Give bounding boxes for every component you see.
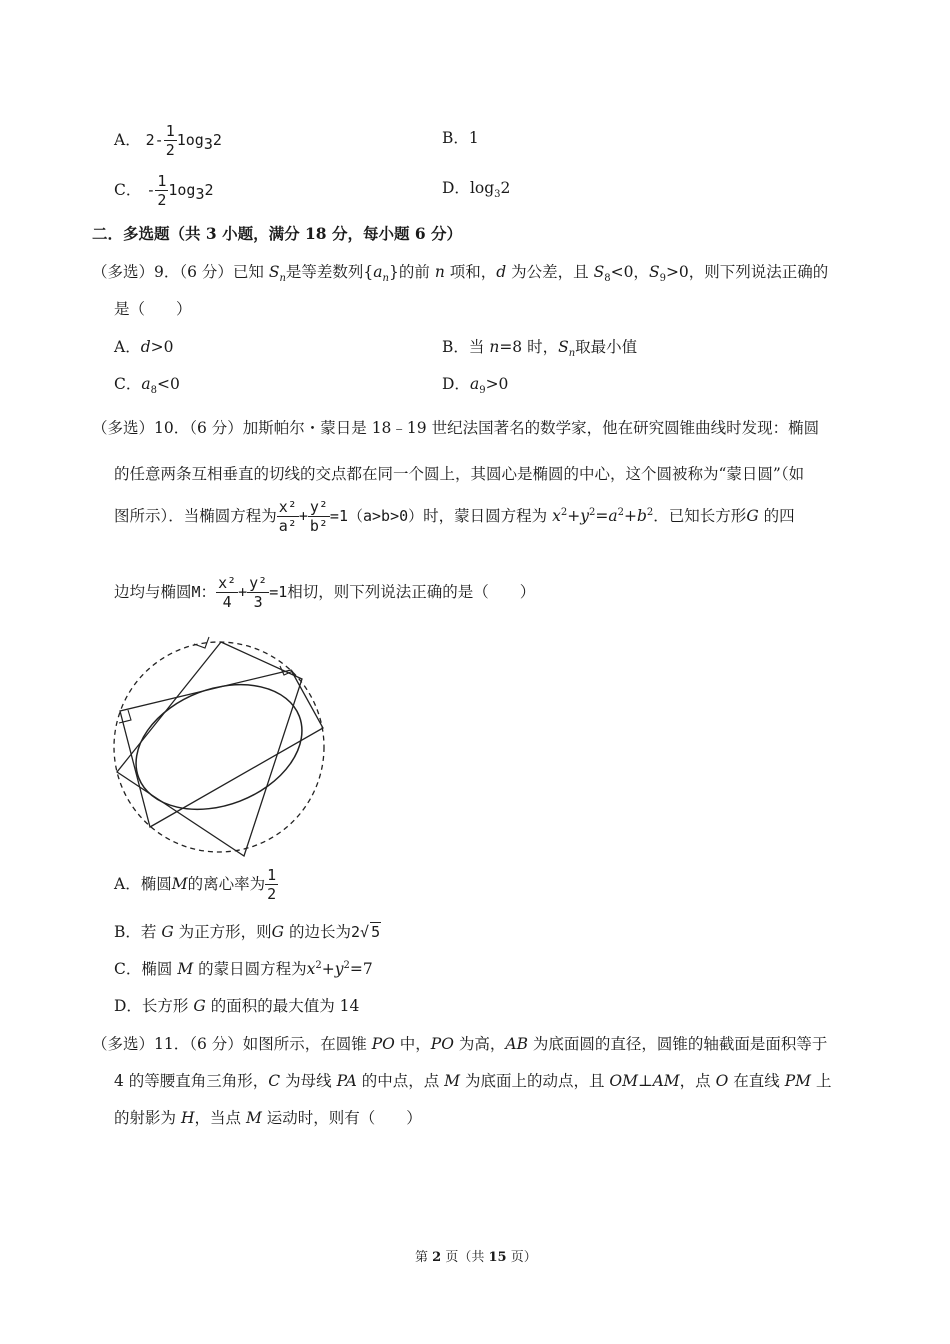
q10-option-d: D．长方形 G 的面积的最大值为 14: [114, 997, 360, 1015]
q9-line-1: （多选）9．（6 分）已知 $S_n$是等差数列$\{a_n\}$的前 n 项和，d 为公差，且 $S_8<0$，$S_9>0$，则下列说法正确的: [92, 263, 829, 285]
page-footer: 第 2 页（共 15 页）: [415, 1250, 537, 1265]
q10-line-1: （多选）10．（6 分）加斯帕尔・蒙日是 18﹣19 世纪法国著名的数学家，他在研究圆锥曲线时发现：椭圆: [92, 419, 820, 437]
q8-option-b: B．1: [442, 129, 479, 147]
right-angle-mark-1: [194, 637, 209, 648]
q8-option-a: A． 2- $\frac{1}{2}$ $1og_32$: [114, 122, 222, 159]
q10-line-3: 图所示）．当椭圆方程为 $\frac{\text{x²}}{\text{a²}}$ + $\frac{\text{y²}}{\text{b²}}$ =1（a>b>0）时，蒙日圆方程为 $x^2+y^2=a^2+b^2$．已知长方形G 的四: [114, 498, 795, 535]
q9-option-d: D．$a_9>0$: [442, 375, 509, 397]
q9-option-c: C．$a_8<0$: [114, 375, 180, 397]
q11-line-2: 4 的等腰直角三角形，C 为母线 PA 的中点，点 M 为底面上的动点，且 OM⊥AM，点 O 在直线 PM 上: [114, 1072, 832, 1090]
q11-line-3: 的射影为 H，当点 M 运动时，则有（ ）: [114, 1109, 422, 1127]
q9-line-2: 是（ ）: [114, 300, 192, 318]
q9-option-b: B．当 n=8 时，$S_n$取最小值: [442, 338, 638, 360]
rectangle-2: [120, 670, 323, 827]
q8-option-d: D．$\log_32$: [442, 179, 511, 201]
q9-option-a: A．d>0: [114, 338, 174, 356]
q11-line-1: （多选）11．（6 分）如图所示，在圆锥 PO 中，PO 为高，AB 为底面圆的直径，圆锥的轴截面是面积等于: [92, 1035, 828, 1053]
q10-option-a: A．椭圆M的离心率为 $\frac{1}{2}$: [114, 866, 277, 903]
q10-line-2: 的任意两条互相垂直的切线的交点都在同一个圆上，其圆心是椭圆的中心，这个圆被称为“蒙日圆”（如: [114, 465, 805, 483]
q10-option-c: C．椭圆 M 的蒙日圆方程为$x^2+y^2=7$: [114, 959, 373, 978]
q10-line-4: 边均与椭圆M： $\frac{\text{x²}}{4}$ + $\frac{\text{y²}}{3}$ =1相切，则下列说法正确的是（ ）: [114, 574, 536, 611]
section-title: 二．多选题（共 3 小题，满分 18 分，每小题 6 分）: [92, 224, 463, 243]
monge-circle-figure: [108, 630, 332, 862]
q10-option-b: B．若 G 为正方形，则G 的边长为2√ 5: [114, 923, 381, 941]
q8-option-c: C． - $\frac{1}{2}$ $1og_32$: [114, 172, 214, 209]
